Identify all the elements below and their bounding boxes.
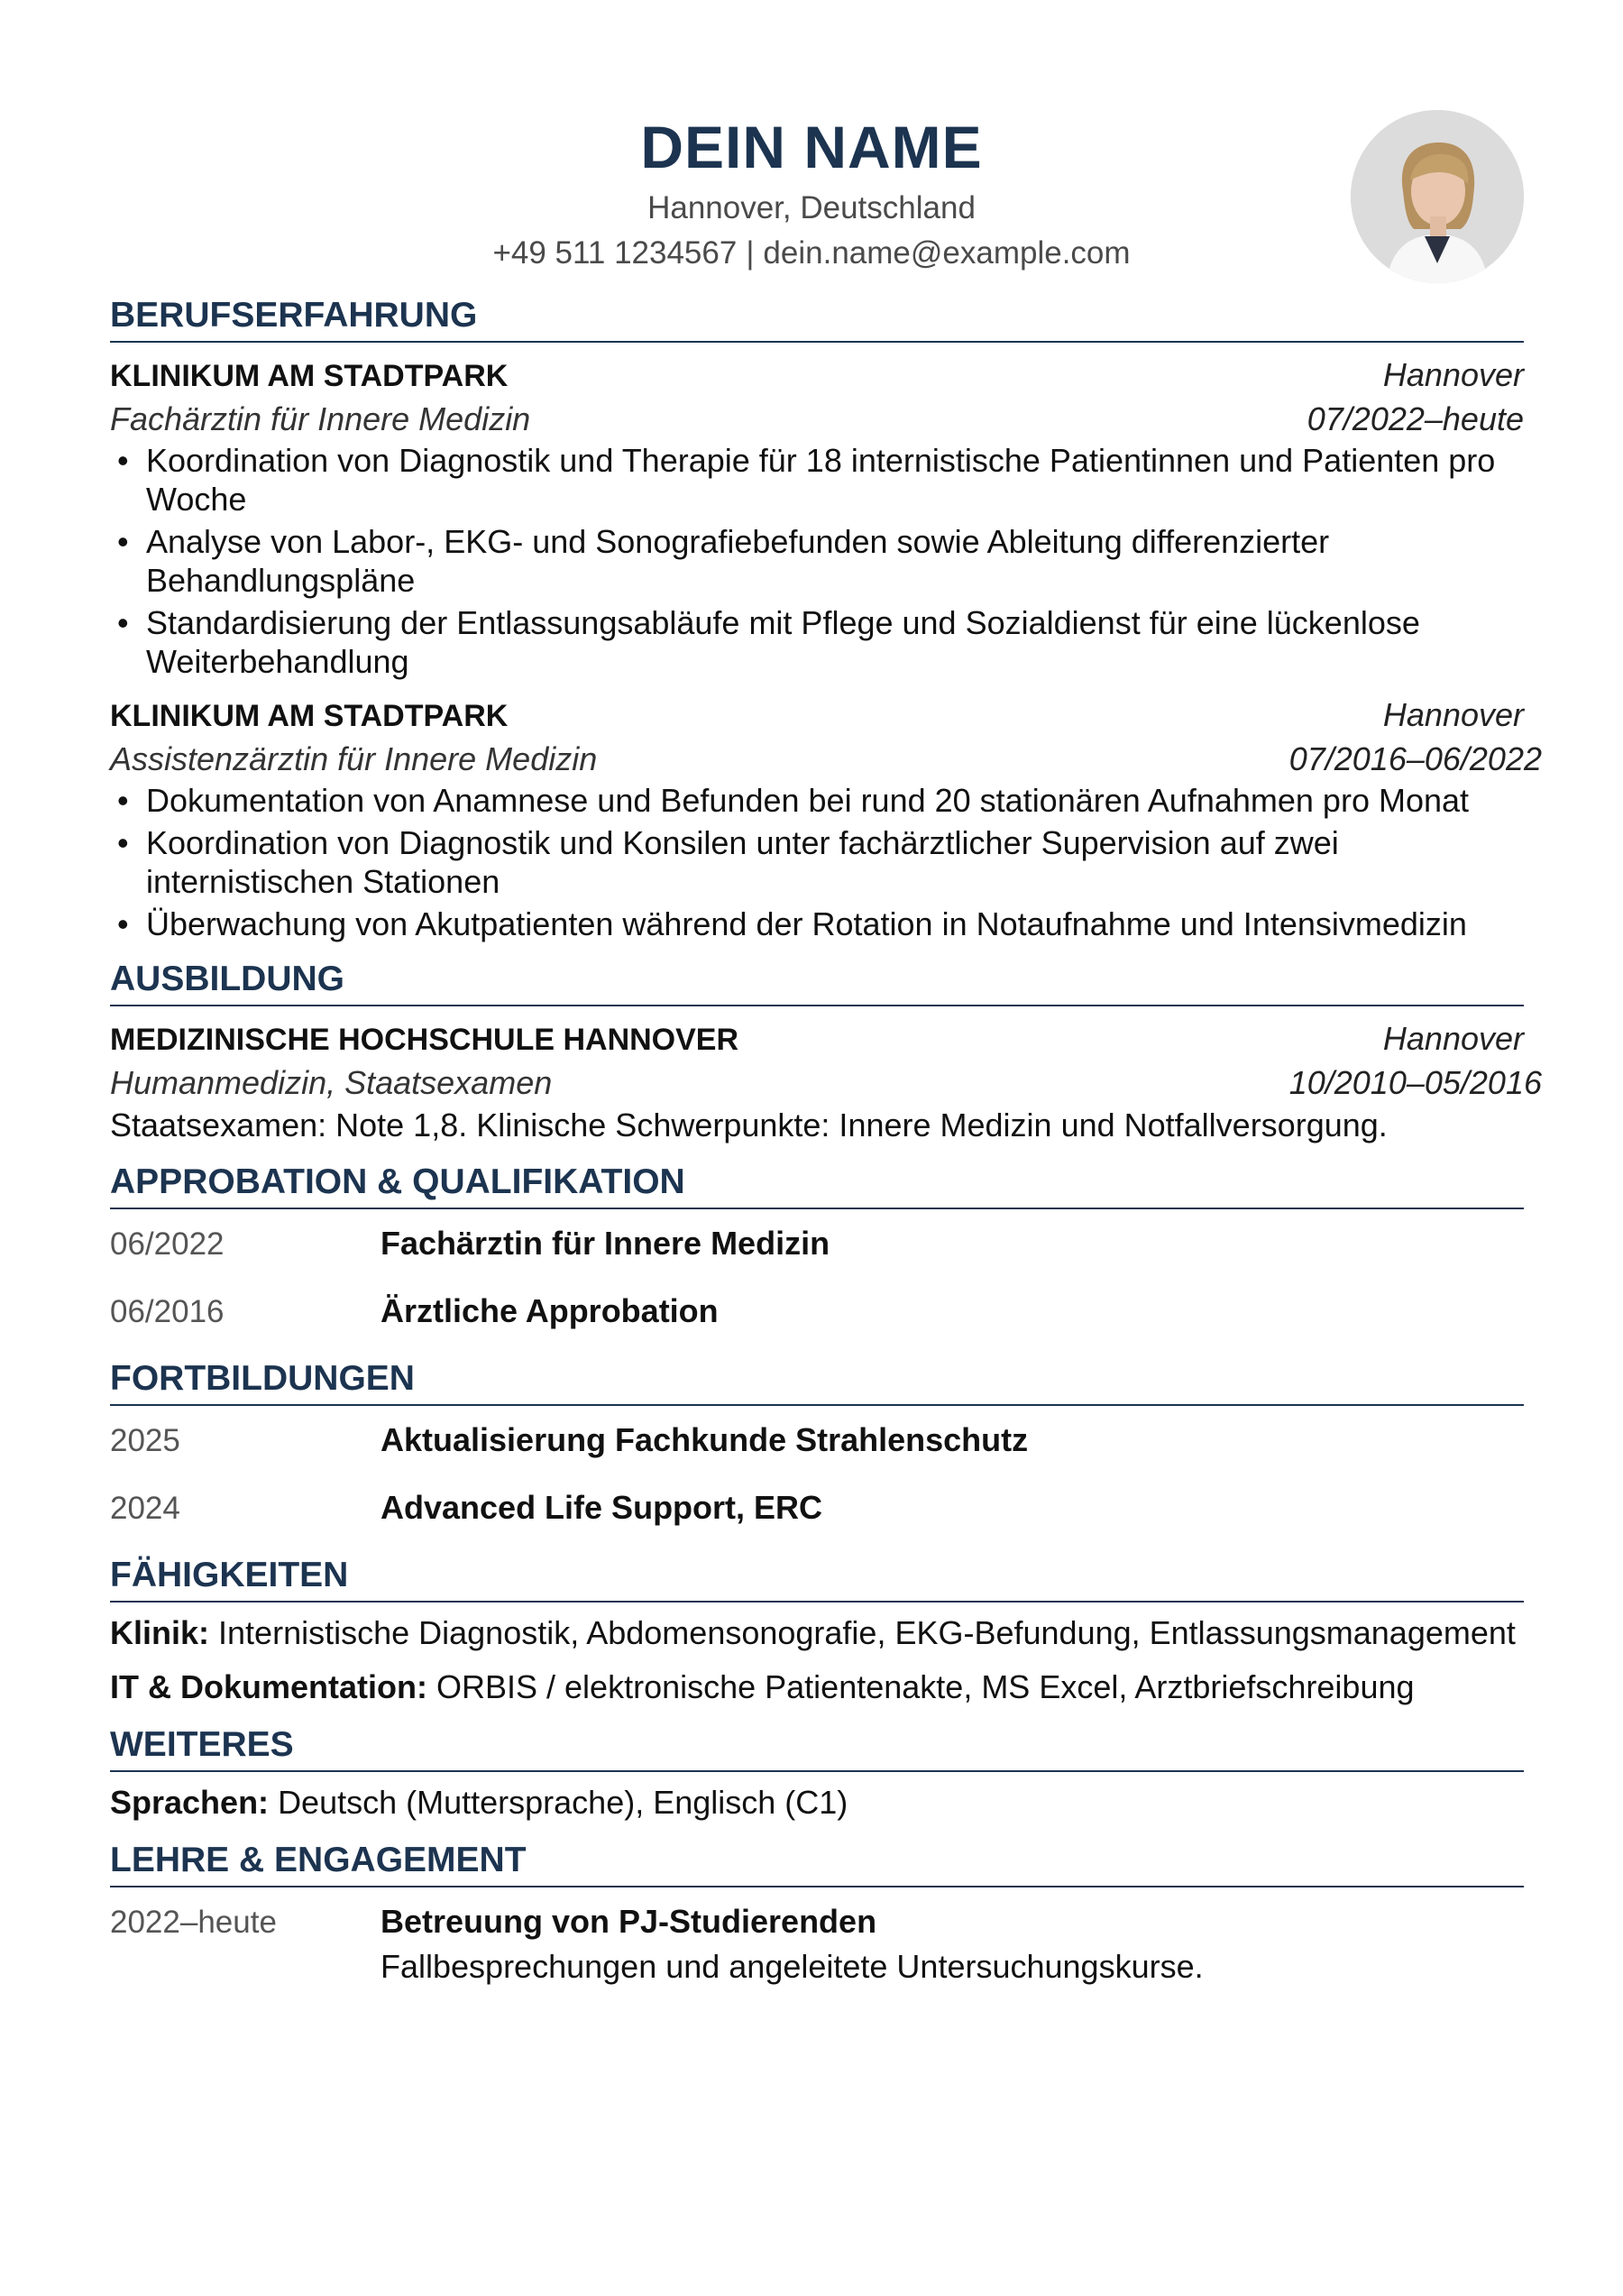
section-title-more: WEITERES [110, 1722, 1524, 1772]
section-title-training: FORTBILDUNGEN [110, 1355, 1524, 1406]
qualification-title: Ärztliche Approbation [381, 1292, 719, 1329]
candidate-name: DEIN NAME [640, 114, 983, 180]
skill-label: Klinik: [110, 1614, 210, 1651]
job-bullet: • Koordination von Diagnostik und Konsilen unter fachärztlicher Supervision auf zwei internistischen Stationen [146, 823, 1524, 901]
education-dates: 10/2010–05/2016 [1288, 1064, 1542, 1101]
section-title-skills: FÄHIGKEITEN [110, 1552, 1524, 1603]
teaching-heading: Betreuung von PJ-Studierenden [381, 1903, 877, 1940]
profile-photo [1351, 110, 1524, 283]
phone-number: +49 511 1234567 [492, 235, 738, 271]
training-row [110, 1417, 1524, 1465]
job-bullet: • Überwachung von Akutpatienten während der Rotation in Notaufnahme und Intensivmedizin [146, 905, 1524, 943]
job-role: Fachärztin für Innere Medizin [110, 400, 531, 437]
qualification-date: 06/2016 [110, 1294, 225, 1329]
skill-text: Internistische Diagnostik, Abdomensonografie, EKG-Befundung, Entlassungsmanagement [218, 1614, 1516, 1651]
job-employer: KLINIKUM AM STADTPARK [110, 359, 509, 393]
job-role: Assistenzärztin für Innere Medizin [110, 740, 598, 777]
resume-body [110, 280, 1542, 2008]
skill-row [110, 1667, 1524, 1707]
email-address: dein.name@example.com [763, 235, 1131, 271]
portrait-image [1351, 110, 1524, 283]
training-date: 2024 [110, 1491, 180, 1526]
skill-text: ORBIS / elektronische Patientenakte, MS Excel, Arztbriefschreibung [436, 1668, 1415, 1705]
qualification-row [110, 1220, 1524, 1268]
teaching-date: 2022–heute [110, 1905, 277, 1940]
job-location: Hannover [1382, 696, 1524, 733]
job-dates: 07/2022–heute [1307, 400, 1524, 437]
education-institution: MEDIZINISCHE HOCHSCHULE HANNOVER [110, 1023, 739, 1057]
language-row [110, 1783, 1524, 1823]
qualification-date: 06/2022 [110, 1226, 225, 1262]
education-location: Hannover [1382, 1020, 1524, 1057]
teaching-row [110, 1898, 1524, 1988]
education-entry [110, 1017, 1542, 1146]
language-text: Deutsch (Muttersprache), Englisch (C1) [278, 1784, 848, 1821]
job-bullet: • Analyse von Labor-, EKG- und Sonografiebefunden sowie Ableitung differenzierter Behandlungspläne [146, 522, 1524, 600]
section-title-approbation: APPROBATION & QUALIFIKATION [110, 1159, 1524, 1209]
contact-separator: | [746, 235, 755, 271]
job-entry [110, 693, 1542, 943]
job-location: Hannover [1382, 356, 1524, 393]
section-title-experience: BERUFSERFAHRUNG [110, 292, 1524, 343]
job-bullets [110, 781, 1524, 943]
job-bullet: • Standardisierung der Entlassungsabläufe mit Pflege und Sozialdienst für eine lückenlose Weiterbehandlung [146, 603, 1524, 681]
language-label: Sprachen: [110, 1784, 270, 1821]
job-employer: KLINIKUM AM STADTPARK [110, 699, 509, 733]
job-entry [110, 354, 1524, 681]
skill-label: IT & Dokumentation: [110, 1668, 427, 1705]
teaching-text: Fallbesprechungen und angeleitete Untersuchungskurse. [381, 1948, 1204, 1985]
training-title: Aktualisierung Fachkunde Strahlenschutz [381, 1421, 1029, 1458]
training-date: 2025 [110, 1423, 180, 1458]
job-dates: 07/2016–06/2022 [1288, 740, 1542, 777]
qualification-row [110, 1288, 1524, 1336]
education-degree: Humanmedizin, Staatsexamen [110, 1064, 553, 1101]
qualification-title: Fachärztin für Innere Medizin [381, 1225, 830, 1262]
job-bullet: • Dokumentation von Anamnese und Befunden bei rund 20 stationären Aufnahmen pro Monat [146, 781, 1524, 820]
section-title-education: AUSBILDUNG [110, 956, 1524, 1006]
education-note: Staatsexamen: Note 1,8. Klinische Schwerpunkte: Innere Medizin und Notfallversorgung. [110, 1107, 1388, 1143]
location-line: Hannover, Deutschland [647, 190, 976, 225]
job-bullets [110, 441, 1524, 681]
training-row [110, 1484, 1524, 1532]
training-title: Advanced Life Support, ERC [381, 1489, 823, 1526]
section-title-teaching: LEHRE & ENGAGEMENT [110, 1837, 1524, 1887]
job-bullet: • Koordination von Diagnostik und Therapie für 18 internistische Patientinnen und Patienten pro Woche [146, 441, 1524, 519]
skill-row [110, 1613, 1524, 1653]
